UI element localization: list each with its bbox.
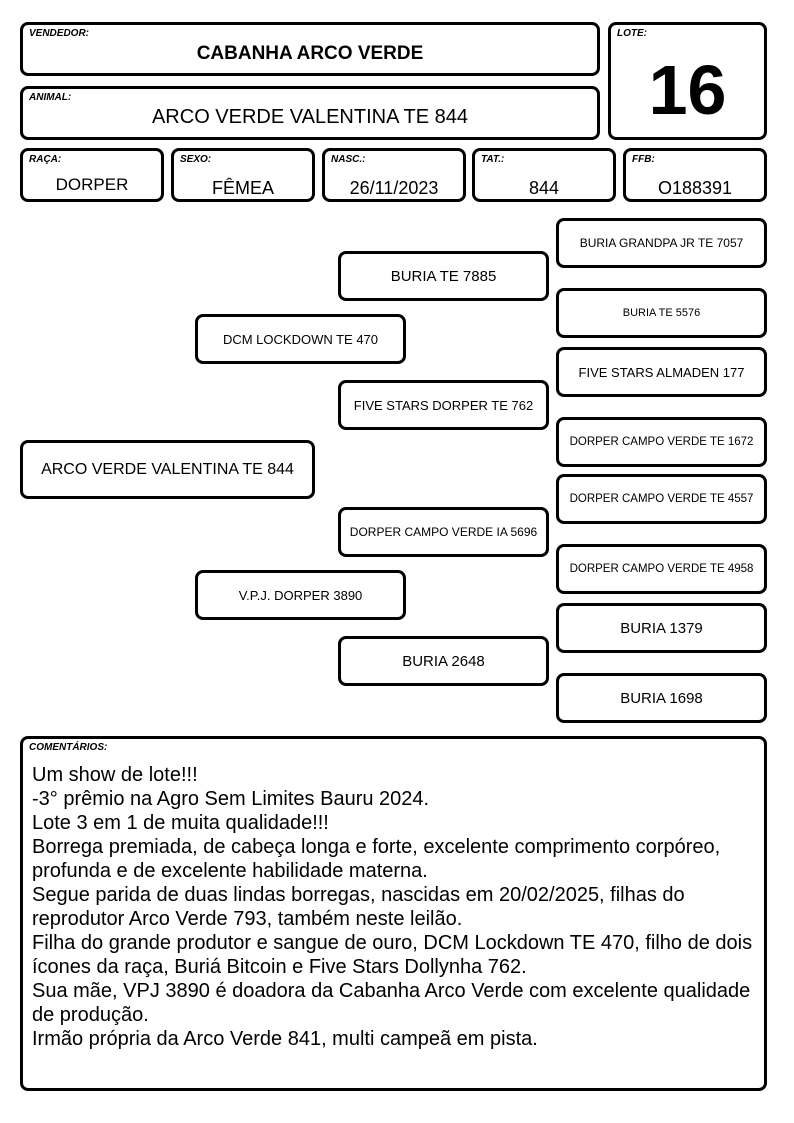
- sex-label: SEXO:: [180, 154, 212, 165]
- comment-line: Lote 3 em 1 de muita qualidade!!!: [32, 812, 329, 834]
- pedigree-sire-sire: BURIA TE 7885: [338, 251, 549, 301]
- pedigree-animal: ARCO VERDE VALENTINA TE 844: [20, 440, 315, 499]
- birth-label: NASC.:: [331, 154, 366, 165]
- pedigree-ggp-1: BURIA GRANDPA JR TE 7057: [556, 218, 767, 268]
- ffb-label: FFB:: [632, 154, 655, 165]
- vendor-label: VENDEDOR:: [29, 28, 90, 39]
- sex-value: FÊMEA: [211, 178, 274, 198]
- pedigree-ggp-3: FIVE STARS ALMADEN 177: [556, 347, 767, 397]
- pedigree-dam-dam: BURIA 2648: [338, 636, 549, 686]
- comment-line: -3° prêmio na Agro Sem Limites Bauru 2024.: [32, 788, 430, 810]
- vendor-value: CABANHA ARCO VERDE: [196, 43, 424, 64]
- comment-line: Irmão própria da Arco Verde 841, multi campeã em pista.: [32, 1028, 538, 1050]
- comments-box: [20, 736, 767, 1091]
- comment-line: Sua mãe, VPJ 3890 é doadora da Cabanha Arco Verde com excelente qualidade de produção.: [32, 980, 751, 1026]
- birth-box: [322, 148, 466, 202]
- birth-value: 26/11/2023: [349, 178, 439, 198]
- lot-number: 16: [648, 51, 727, 129]
- vendor-box: [20, 22, 600, 76]
- animal-label: ANIMAL:: [29, 92, 72, 103]
- lot-box: [608, 22, 767, 140]
- comment-line: Segue parida de duas lindas borregas, nascidas em 20/02/2025, filhas do reprodutor Arco Verde 793, também neste leilão.: [32, 884, 685, 930]
- pedigree-sire-dam: FIVE STARS DORPER TE 762: [338, 380, 549, 430]
- tattoo-box: [472, 148, 616, 202]
- pedigree-ggp-5: DORPER CAMPO VERDE TE 4557: [556, 474, 767, 524]
- pedigree-sire: DCM LOCKDOWN TE 470: [195, 314, 406, 364]
- pedigree-ggp-8: BURIA 1698: [556, 673, 767, 723]
- pedigree-ggp-7: BURIA 1379: [556, 603, 767, 653]
- pedigree-ggp-6: DORPER CAMPO VERDE TE 4958: [556, 544, 767, 594]
- breed-box: [20, 148, 164, 202]
- pedigree-ggp-4: DORPER CAMPO VERDE TE 1672: [556, 417, 767, 467]
- sex-box: [171, 148, 315, 202]
- ffb-value: O188391: [657, 178, 733, 198]
- animal-box: [20, 86, 600, 140]
- breed-label: RAÇA:: [29, 154, 62, 165]
- comment-line: Borrega premiada, de cabeça longa e forte, excelente comprimento corpóreo, profunda e de excelente habilidade materna.: [32, 836, 721, 882]
- animal-value: ARCO VERDE VALENTINA TE 844: [151, 106, 469, 128]
- pedigree-dam-sire: DORPER CAMPO VERDE IA 5696: [338, 507, 549, 557]
- comments-text: [32, 763, 756, 1051]
- comments-label: COMENTÁRIOS:: [29, 742, 108, 753]
- pedigree-ggp-2: BURIA TE 5576: [556, 288, 767, 338]
- tattoo-value: 844: [528, 178, 560, 198]
- breed-value: DORPER: [55, 175, 129, 194]
- comment-line: Filha do grande produtor e sangue de ouro, DCM Lockdown TE 470, filho de dois ícones da raça, Buriá Bitcoin e Five Stars Dollynha 762.: [32, 932, 753, 978]
- comment-line: Um show de lote!!!: [32, 764, 198, 786]
- pedigree-dam: V.P.J. DORPER 3890: [195, 570, 406, 620]
- lot-label: LOTE:: [617, 28, 647, 39]
- tattoo-label: TAT.:: [481, 154, 505, 165]
- ffb-box: [623, 148, 767, 202]
